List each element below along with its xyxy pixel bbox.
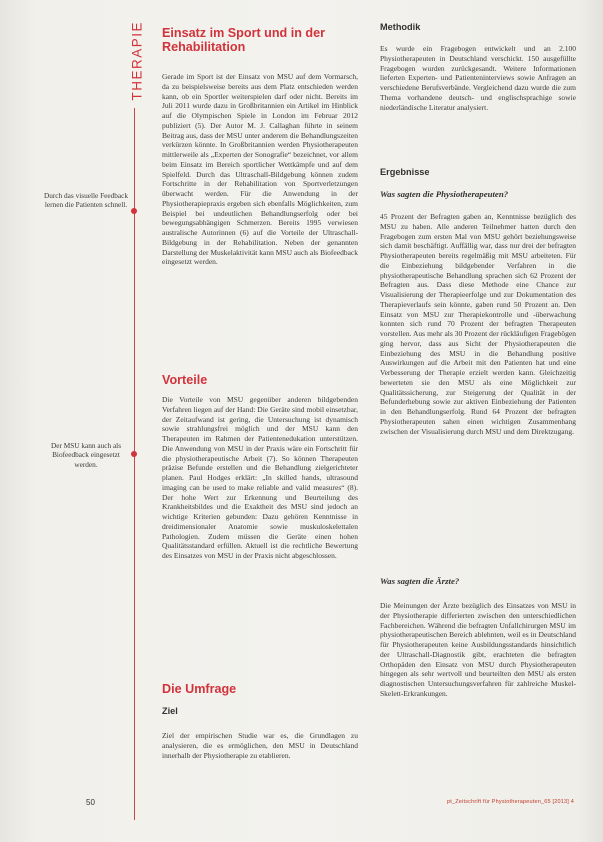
page-number: 50 xyxy=(86,798,95,807)
heading-vorteile: Vorteile xyxy=(162,373,208,387)
paragraph-physiotherapeuten: 45 Prozent der Befragten gaben an, Kenntnisse bezüglich des MSU zu haben. Alle anderen Teilnehmer hatten durch den Fragebogen zum ersten Mal von MSU gehört beziehungsweise sich damit beschäftigt. Auffällig war, dass nur drei der befragten Physiotherapeuten bereits regelmäßig mit MSU arbeiteten. Für die Einbeziehung bildgebender Verfahren in die physiotherapeutische Behandlung sprachen sich 62 Prozent der Befragten aus. Dass diese Methode eine Chance zur Visualisierung der Therapieerfolge und zur Dokumentation des Therapieverlaufs sein könnte, gaben rund 50 Prozent an. Den Einsatz von MSU zur Therapiekontrolle und -überwachung konnten sich rund 70 Prozent der befragten Therapeuten vorstellen. Aus mehr als 30 Prozent der rückläufigen Fragebögen ging hervor, dass aus Sicht der Physiotherapeuten die Einbeziehung des MSU in die Behandlung positive Auswirkungen auf die Arbeit mit den Patienten hat und eine Verbesserung der Therapie erzielt werden kann. Gleichzeitig bewerteten sie den MSU als eine Möglichkeit zur Qualitätssicherung, zur Steigerung der Qualität in der Befunderhebung sowie zur aktiven Einbeziehung der Patienten in den Behandlungserfolg. Rund 64 Prozent der befragten Physiotherapeuten sahen einen wichtigen Zusammenhang zwischen der Visualisierung durch MSU und dem Direktzugang. xyxy=(380,212,576,436)
paragraph-methodik: Es wurde ein Fragebogen entwickelt und an 2.100 Physiotherapeuten in Deutschland verschickt. 150 ausgefüllte Fragebogen wurden zurückgesandt. Weitere Informationen lieferten Experten- und Patienteninterviews sowie Anfragen an verschiedene Berufsverbände. Vergleichend dazu wurde die zum Thema vorhandene deutsch- und englischsprachige sowie niederländische Literatur analysiert. xyxy=(380,44,576,112)
heading-einsatz: Einsatz im Sport und in der Rehabilitation xyxy=(162,26,326,54)
heading-methodik: Methodik xyxy=(380,22,421,32)
paragraph-aerzte: Die Meinungen der Ärzte bezüglich des Einsatzes von MSU in der Physiotherapie differierten zwischen den unterschiedlichen Fachbereichen. Während die befragten Unfallchirurgen MSU im physiotherapeutischen Bereich ablehnten, weil es in Deutschland für Physiotherapeuten keine Ausbildungsstandards hinsichtlich der Ultraschall-Diagnostik gibt, erachteten die befragten Orthopäden den Einsatz von MSU durch Physiotherapeuten hingegen als sehr wertvoll und beurteilten den MSU als ersten diagnostischen Untersuchungsverfahren für zahlreiche Muskel-Skelett-Erkrankungen. xyxy=(380,601,576,698)
heading-ergebnisse: Ergebnisse xyxy=(380,167,430,177)
paragraph-einsatz: Gerade im Sport ist der Einsatz von MSU auf dem Vormarsch, da zu beispielsweise bereits aus dem Platz entschieden werden kann, ob ein Sportler weiterspielen darf oder nicht. Bereits im Juli 2011 wurde dazu in Großbritannien ein Artikel im Hinblick auf die Olympischen Spiele in London im Februar 2012 publiziert (5). Der Autor M. J. Callaghan führte in seinem Beitrag aus, dass der MSU unter anderem die Behandlungszeiten verkürzen könnte. In Großbritannien werden Physiotherapeuten mittlerweile als „Experten der Sonografie“ bezeichnet, vor allem beim Einsatz im Bereich sportlicher Wettkämpfe und auf dem Spielfeld. Durch das Ultraschall-Bildgebung können zudem Fortschritte in der Rehabilitation von Sportverletzungen überwacht werden. Für die Anwendung in der Physiotherapiepraxis ergeben sich ebenfalls Möglichkeiten, zum Beispiel bei undeutlichen Behandlungserfolg oder bei bewegungsabhängigen Schmerzen. Bereits 1995 verwiesen australische Autorinnen (6) auf die Vorteile der Ultraschall-Bildgebung in der Rehabilitation. Neben der genannten Darstellung der Muskelaktivität kann MSU auch als Biofeedback eingesetzt werden. xyxy=(162,72,358,267)
margin-rule xyxy=(134,108,135,820)
section-tag xyxy=(126,20,148,110)
paragraph-vorteile: Die Vorteile von MSU gegenüber anderen bildgebenden Verfahren liegen auf der Hand: Die Geräte sind mobil einsetzbar, der Zeitaufwand ist gering, die Untersuchung ist dynamisch sowie strahlungsfrei möglich und der MSU kann den Therapeuten im Rahmen der Patientenedukation unterstützen. Die Anwendung von MSU in der Praxis wäre ein Fortschritt für die physiotherapeutische Arbeit (7). So können Therapeuten präzise Befunde erstellen und die Behandlung zielgerichteter planen. Paul Hodges erklärt: „In skilled hands, ultrasound imaging can be used to make reliable and valid measures“ (8). Der hohe Wert zur Erkennung und Beurteilung des Krankheitsbildes und die Exaktheit des MSU sind jedoch an wichtige Kriterien gebunden: Dazu gehören Kenntnisse in dreidimensionaler Anatomie sowie muskuloskelettalen Pathologien. Zudem müssen die Geräte einen hohen Qualitätsstandard erfüllen. Aktuell ist die rechtliche Bewertung des Einsatzes von MSU in der Praxis nicht abgeschlossen. xyxy=(162,395,358,560)
subheading-physiotherapeuten: Was sagten die Physiotherapeuten? xyxy=(380,189,509,199)
margin-note: Durch das visuelle Feedback lernen die Patienten schnell. xyxy=(43,191,129,210)
paragraph-ziel: Ziel der empirischen Studie war es, die Grundlagen zu analysieren, die es ermöglichen, den MSU in Deutschland innerhalb der Physiotherapie zu etablieren. xyxy=(162,731,358,760)
subheading-ziel: Ziel xyxy=(162,706,178,716)
margin-note: Der MSU kann auch als Biofeedback eingesetzt werden. xyxy=(50,441,122,469)
heading-umfrage: Die Umfrage xyxy=(162,682,237,696)
subheading-aerzte: Was sagten die Ärzte? xyxy=(380,576,460,586)
section-tag-label: THERAPIE xyxy=(129,20,145,101)
magazine-footer: pt_Zeitschrift für Physiotherapeuten_65 [2013] 4 xyxy=(447,799,575,805)
